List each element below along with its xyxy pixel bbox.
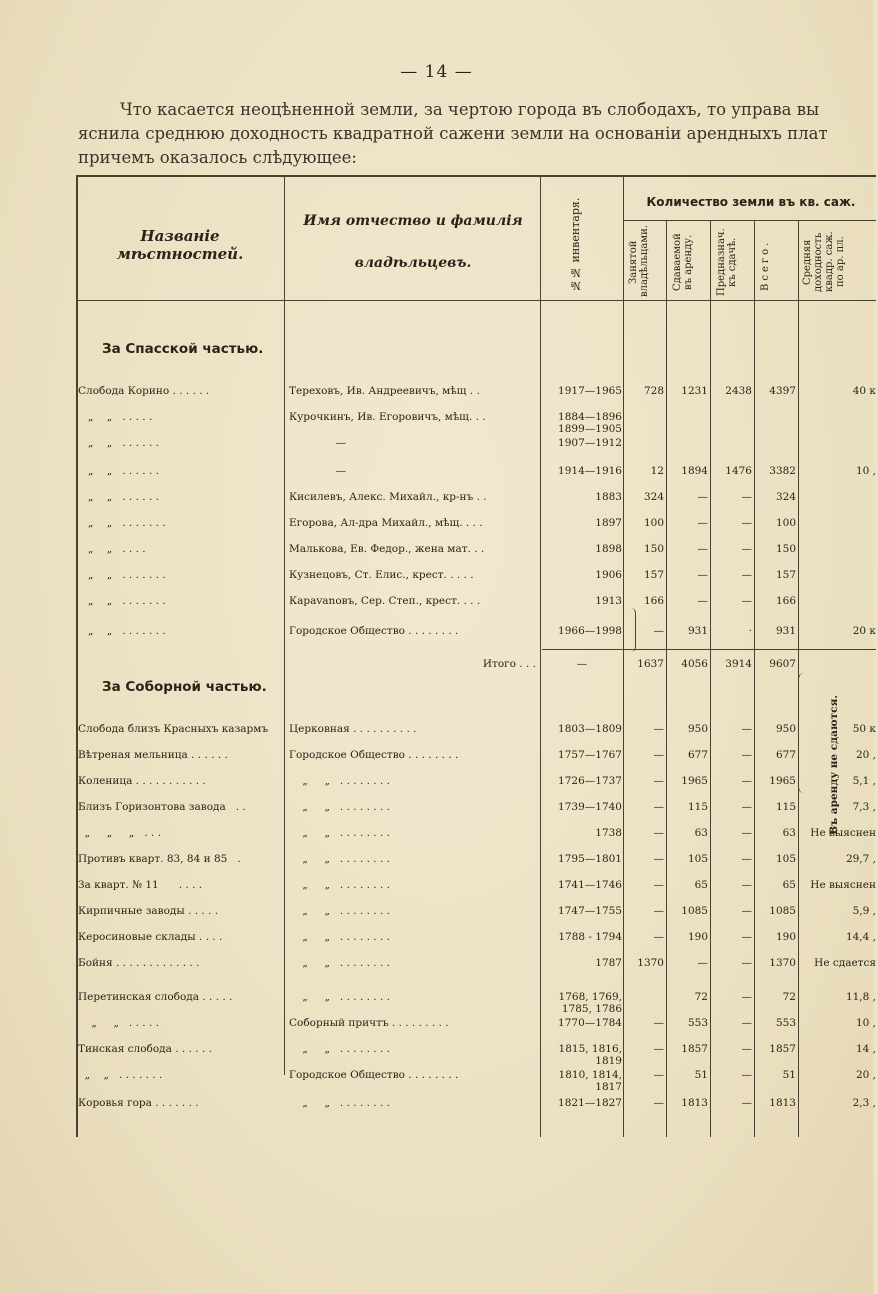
offered-cell: — [741,1017,752,1029]
leased-cell: 105 [687,853,708,865]
leased-cell: — [697,957,708,969]
offered-cell: — [741,749,752,761]
locality-cell: Перетинская слобода . . . . . [78,991,233,1003]
offered-cell: — [741,801,752,813]
owner-cell: — [289,437,347,449]
locality-cell: Коленица . . . . . . . . . . . [78,775,206,787]
owner-cell: Малькова, Ев. Федор., жена мат. . . [289,543,485,555]
leased-cell: 1231 [681,385,708,397]
total-cell: 950 [775,723,796,735]
owner-cell: „ „ . . . . . . . . [289,931,390,943]
owner-cell: „ „ . . . . . . . . [289,801,390,813]
occupied-cell: — [653,1097,664,1109]
income-cell: 7,3 , [852,801,876,813]
offered-cell: — [741,1043,752,1055]
inventory-cell: 1913 [595,595,622,607]
inventory-cell: 1914—1916 [558,465,622,477]
quantity-subrule [624,220,876,221]
locality-cell: „ „ . . . . . [78,1017,159,1029]
occupied-cell: — [653,775,664,787]
owner-cell: „ „ . . . . . . . . [289,827,390,839]
income-cell: 10 , [855,1017,876,1029]
income-cell: 10 , [855,465,876,477]
side-note: Въ аренду не сдаются. [828,695,840,835]
leased-cell: — [697,569,708,581]
land-table [76,175,876,1137]
occupied-cell: 150 [643,543,664,555]
offered-cell: — [741,569,752,581]
inventory-cell: 1821—1827 [558,1097,622,1109]
leased-cell: 677 [687,749,708,761]
inventory-cell: 1898 [595,543,622,555]
offered-cell: — [741,827,752,839]
total-cell: 553 [775,1017,796,1029]
page-number: — 14 — [400,62,473,82]
total-cell: 4397 [769,385,796,397]
locality-cell: Коровья гора . . . . . . . [78,1097,199,1109]
leased-cell: 1965 [681,775,708,787]
locality-cell: „ „ . . . . . . . [78,625,166,637]
offered-cell: — [741,491,752,503]
offered-cell: — [741,879,752,891]
income-cell: 50 к [852,723,876,735]
locality-cell: Керосиновые склады . . . . [78,931,223,943]
header-quantity: Количество земли въ кв. саж. [646,195,856,209]
occupied-cell: 12 [650,465,664,477]
inventory-cell: 1770—1784 [558,1017,622,1029]
income-cell: 11,8 , [845,991,876,1003]
total-cell: 51 [782,1069,796,1081]
occupied-cell: — [653,827,664,839]
col-divider [666,220,667,1137]
total-cell: 190 [775,931,796,943]
occupied-cell: 100 [643,517,664,529]
leased-cell: 931 [687,625,708,637]
table-top-rule [76,175,876,177]
leased-cell: 63 [694,827,708,839]
total-cell: 115 [775,801,796,813]
total-cell: 150 [775,543,796,555]
owner-cell: — [289,465,347,477]
owner-cell: Тереховъ, Ив. Андреевичъ, мѣщ . . [289,385,480,397]
owner-cell: Соборный причтъ . . . . . . . . . [289,1017,449,1029]
header-leased: Сдаваемой въ аренду. [672,233,694,291]
income-cell: 20 к [852,625,876,637]
leased-cell: 553 [687,1017,708,1029]
owner-cell: Городское Общество . . . . . . . . [289,1069,459,1081]
total-cell: 157 [775,569,796,581]
total-cell: 1965 [769,775,796,787]
inventory-cell: 1803—1809 [558,723,622,735]
occupied-cell: 324 [643,491,664,503]
occupied-cell: 166 [643,595,664,607]
total-cell: 1085 [769,905,796,917]
owner-cell: „ „ . . . . . . . . [289,853,390,865]
header-locality: Названіе мѣстностей. [116,227,244,263]
inventory-cell: 1883 [595,491,622,503]
leased-cell: 1813 [681,1097,708,1109]
occupied-cell: 157 [643,569,664,581]
income-cell: 40 к [852,385,876,397]
inventory-cell: 1795—1801 [558,853,622,865]
inventory-cell: 1739—1740 [558,801,622,813]
inventory-cell: 1917—1965 [558,385,622,397]
occupied-cell: — [653,723,664,735]
locality-cell: Вѣтреная мельница . . . . . . [78,749,228,761]
total-cell: 324 [775,491,796,503]
inventory-cell: 1810, 1814, 1817 [558,1069,622,1093]
owner-cell: „ „ . . . . . . . . [289,1043,390,1055]
inventory-cell: 1747—1755 [558,905,622,917]
offered-cell: — [741,543,752,555]
offered-cell: — [741,991,752,1003]
section-title-spasskaya: За Спасской частью. [102,341,264,357]
total-cell: 677 [775,749,796,761]
header-owner-2: владѣльцевъ. [354,255,472,271]
leased-cell: 115 [687,801,708,813]
income-cell: Не выяснен [810,879,876,891]
locality-cell: Бойня . . . . . . . . . . . . . [78,957,200,969]
income-cell: 20 , [855,749,876,761]
inventory-cell: 1738 [595,827,622,839]
offered-cell: 2438 [725,385,752,397]
total-cell: 1813 [769,1097,796,1109]
total-label: Итого . . . [482,658,536,670]
offered-cell: — [741,595,752,607]
occupied-cell: — [653,879,664,891]
leased-cell: — [697,517,708,529]
occupied-cell: — [653,801,664,813]
inventory-cell: 1757—1767 [558,749,622,761]
owner-cell: Егорова, Ал-дра Михайл., мѣщ. . . . [289,517,483,529]
inventory-cell: 1787 [595,957,622,969]
income-cell: Не сдается [814,957,876,969]
locality-cell: „ „ . . . . [78,543,146,555]
total-cell: 72 [782,991,796,1003]
offered-cell: · [748,625,752,637]
locality-cell: „ „ . . . . . . . [78,517,166,529]
owner-cell: Кисилевъ, Алекс. Михайл., кр-нъ . . [289,491,487,503]
leased-cell: 51 [694,1069,708,1081]
income-cell: 2,3 , [852,1097,876,1109]
leased-cell: — [697,543,708,555]
brace-mark [798,673,809,793]
total-offered: 3914 [725,658,752,670]
owner-cell: Церковная . . . . . . . . . . [289,723,417,735]
col-divider [710,220,711,1137]
owner-cell: „ „ . . . . . . . . [289,991,390,1003]
total-cell: 3382 [769,465,796,477]
owner-cell: Городское Общество . . . . . . . . [289,749,459,761]
offered-cell: — [741,853,752,865]
total-cell: 1857 [769,1043,796,1055]
inventory-cell: 1907—1912 [558,437,622,449]
inventory-cell: 1768, 1769, 1785, 1786 [558,991,622,1015]
paragraph-line: Что касается неоцѣненной земли, за чертою города въ слободахъ, то управа вы [120,100,820,119]
offered-cell: — [741,931,752,943]
intro-paragraph [78,98,878,170]
total-cell: 63 [782,827,796,839]
income-cell: Не выяснен [810,827,876,839]
income-cell: 5,9 , [852,905,876,917]
locality-cell: Близъ Горизонтова завода . . [78,801,246,813]
leased-cell: 950 [687,723,708,735]
occupied-cell: — [653,1043,664,1055]
locality-cell: „ „ „ . . . [78,827,162,839]
total-sum: 9607 [769,658,796,670]
leased-cell: — [697,595,708,607]
total-cell: 166 [775,595,796,607]
income-cell: 29,7 , [845,853,876,865]
inventory-cell: 1906 [595,569,622,581]
section-title-sobornaya: За Соборной частью. [102,679,267,695]
offered-cell: — [741,905,752,917]
header-income: Средняя доходность квадр. саж. по ар. пл. [802,231,846,293]
owner-cell: Городское Общество . . . . . . . . [289,625,459,637]
header-owner-1: Имя отчество и фамилія [303,213,523,229]
locality-cell: Тинская слобода . . . . . . [78,1043,212,1055]
total-cell: 931 [775,625,796,637]
locality-cell: „ „ . . . . . . [78,465,159,477]
leased-cell: 72 [694,991,708,1003]
col-divider [623,175,624,1137]
occupied-cell: — [653,749,664,761]
leased-cell: 65 [694,879,708,891]
locality-cell: За кварт. № 11 . . . . [78,879,203,891]
leased-cell: 190 [687,931,708,943]
leased-cell: 1857 [681,1043,708,1055]
inventory-cell: 1884—1896 1899—1905 [558,411,622,435]
locality-cell: „ „ . . . . . . . [78,569,166,581]
paragraph-line: причемъ оказалось слѣдующее: [78,148,357,167]
header-inventory: №№ инвентаря. [569,197,582,293]
inventory-cell: 1815, 1816, 1819 [558,1043,622,1067]
inventory-cell: 1897 [595,517,622,529]
occupied-cell: — [653,1017,664,1029]
inventory-cell: 1966—1998 [558,625,622,637]
brace-mark [629,608,636,652]
occupied-cell: — [653,853,664,865]
locality-cell: Кирпичные заводы . . . . . [78,905,219,917]
col-divider [754,220,755,1137]
owner-cell: „ „ . . . . . . . . [289,775,390,787]
inventory-cell: 1788 - 1794 [558,931,622,943]
owner-cell: Кузнецовъ, Ст. Елис., крест. . . . . [289,569,474,581]
header-occupied: Занятой владѣльцами. [628,225,650,297]
locality-cell: Противъ кварт. 83, 84 и 85 . [78,853,241,865]
owner-cell: „ „ . . . . . . . . [289,905,390,917]
header-total: Всего. [760,239,771,291]
offered-cell: — [741,517,752,529]
leased-cell: — [697,491,708,503]
total-rule [542,649,876,650]
offered-cell: — [741,723,752,735]
occupied-cell: — [653,905,664,917]
locality-cell: „ „ . . . . . [78,411,153,423]
locality-cell: Слобода Корино . . . . . . [78,385,210,397]
header-bottom-rule [76,300,876,301]
offered-cell: 1476 [725,465,752,477]
locality-cell: „ „ . . . . . . . [78,1069,163,1081]
owner-cell: „ „ . . . . . . . . [289,879,390,891]
col-divider [284,175,285,1075]
locality-cell: Слобода близъ Красныхъ казармъ [78,723,269,735]
inventory-cell: 1741—1746 [558,879,622,891]
income-cell: 5,1 , [852,775,876,787]
paragraph-line: яснила среднюю доходность квадратной сажени земли на основаніи арендныхъ плат [78,124,828,143]
income-cell: 14 , [855,1043,876,1055]
header-offered: Предназнач. къ сдачѣ. [716,228,738,296]
occupied-cell: — [653,625,664,637]
total-cell: 100 [775,517,796,529]
occupied-cell: 728 [643,385,664,397]
income-cell: 14,4 , [845,931,876,943]
locality-cell: „ „ . . . . . . [78,437,159,449]
inventory-cell: 1726—1737 [558,775,622,787]
owner-cell: „ „ . . . . . . . . [289,957,390,969]
owner-cell: Карavanовъ, Сер. Степ., крест. . . . [289,595,481,607]
total-cell: 65 [782,879,796,891]
total-occupied: 1637 [637,658,664,670]
offered-cell: — [741,957,752,969]
total-cell: 105 [775,853,796,865]
offered-cell: — [741,1069,752,1081]
locality-cell: „ „ . . . . . . . [78,595,166,607]
offered-cell: — [741,775,752,787]
occupied-cell: — [653,931,664,943]
leased-cell: 1085 [681,905,708,917]
locality-cell: „ „ . . . . . . [78,491,159,503]
total-inventory: — [576,658,588,670]
total-leased: 4056 [681,658,708,670]
occupied-cell: — [653,1069,664,1081]
income-cell: 20 , [855,1069,876,1081]
offered-cell: — [741,1097,752,1109]
total-cell: 1370 [769,957,796,969]
owner-cell: „ „ . . . . . . . . [289,1097,390,1109]
occupied-cell: 1370 [637,957,664,969]
owner-cell: Курочкинъ, Ив. Егоровичъ, мѣщ. . . [289,411,486,423]
leased-cell: 1894 [681,465,708,477]
